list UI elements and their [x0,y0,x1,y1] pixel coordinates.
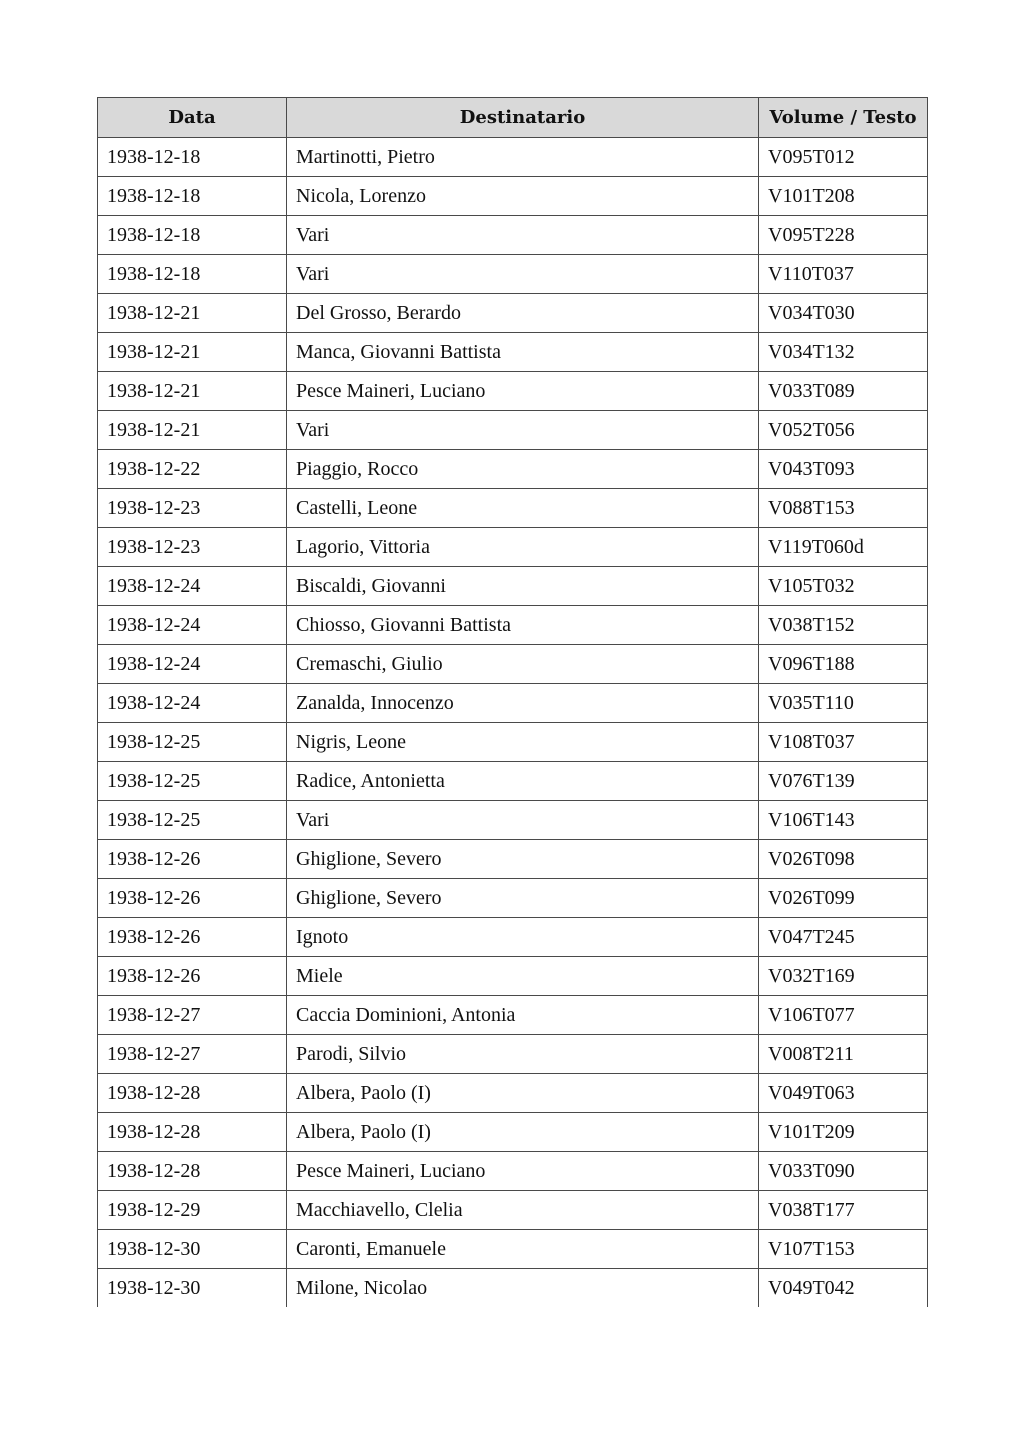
cell-recipient: Nigris, Leone [287,723,759,762]
cell-recipient: Albera, Paolo (I) [287,1113,759,1152]
table-row [98,1230,928,1269]
cell-recipient: Castelli, Leone [287,489,759,528]
table-row [98,1035,928,1074]
table-row [98,606,928,645]
cell-volume: V026T099 [759,879,928,918]
table-row [98,411,928,450]
cell-volume: V095T228 [759,216,928,255]
table-row [98,1113,928,1152]
cell-volume: V119T060d [759,528,928,567]
table-row [98,333,928,372]
cell-recipient: Miele [287,957,759,996]
cell-recipient: Ignoto [287,918,759,957]
cell-volume: V052T056 [759,411,928,450]
cell-recipient: Nicola, Lorenzo [287,177,759,216]
table-body [98,138,928,1308]
cell-recipient: Caccia Dominioni, Antonia [287,996,759,1035]
cell-recipient: Vari [287,411,759,450]
table-row [98,489,928,528]
cell-date: 1938-12-21 [98,294,287,333]
cell-volume: V034T132 [759,333,928,372]
cell-date: 1938-12-26 [98,957,287,996]
cell-recipient: Vari [287,255,759,294]
cell-volume: V076T139 [759,762,928,801]
cell-recipient: Ghiglione, Severo [287,840,759,879]
cell-volume: V049T042 [759,1269,928,1308]
cell-volume: V107T153 [759,1230,928,1269]
cell-volume: V035T110 [759,684,928,723]
cell-recipient: Macchiavello, Clelia [287,1191,759,1230]
cell-date: 1938-12-23 [98,528,287,567]
cell-date: 1938-12-30 [98,1269,287,1308]
table-row [98,840,928,879]
cell-recipient: Vari [287,801,759,840]
cell-volume: V106T077 [759,996,928,1035]
cell-date: 1938-12-21 [98,372,287,411]
cell-recipient: Chiosso, Giovanni Battista [287,606,759,645]
cell-recipient: Ghiglione, Severo [287,879,759,918]
cell-date: 1938-12-24 [98,606,287,645]
cell-date: 1938-12-18 [98,138,287,177]
table-row [98,879,928,918]
cell-recipient: Albera, Paolo (I) [287,1074,759,1113]
table-row [98,684,928,723]
table-row [98,138,928,177]
cell-volume: V038T152 [759,606,928,645]
cell-date: 1938-12-28 [98,1152,287,1191]
cell-volume: V101T209 [759,1113,928,1152]
cell-date: 1938-12-21 [98,411,287,450]
cell-date: 1938-12-24 [98,645,287,684]
cell-date: 1938-12-29 [98,1191,287,1230]
cell-date: 1938-12-26 [98,918,287,957]
cell-date: 1938-12-25 [98,801,287,840]
cell-date: 1938-12-25 [98,762,287,801]
cell-recipient: Pesce Maineri, Luciano [287,1152,759,1191]
cell-recipient: Biscaldi, Giovanni [287,567,759,606]
letters-table [97,97,928,1307]
cell-volume: V026T098 [759,840,928,879]
table-row [98,762,928,801]
cell-volume: V047T245 [759,918,928,957]
table-row [98,801,928,840]
cell-recipient: Radice, Antonietta [287,762,759,801]
table-row [98,255,928,294]
cell-recipient: Piaggio, Rocco [287,450,759,489]
table-row [98,216,928,255]
cell-date: 1938-12-28 [98,1074,287,1113]
cell-recipient: Martinotti, Pietro [287,138,759,177]
header-volume: Volume / Testo [759,98,928,138]
cell-recipient: Cremaschi, Giulio [287,645,759,684]
cell-volume: V032T169 [759,957,928,996]
table-row [98,372,928,411]
table-row [98,450,928,489]
cell-date: 1938-12-28 [98,1113,287,1152]
header-recipient: Destinatario [287,98,759,138]
cell-date: 1938-12-24 [98,567,287,606]
table-row [98,528,928,567]
cell-recipient: Lagorio, Vittoria [287,528,759,567]
table-row [98,294,928,333]
cell-volume: V088T153 [759,489,928,528]
cell-volume: V106T143 [759,801,928,840]
cell-volume: V110T037 [759,255,928,294]
cell-date: 1938-12-30 [98,1230,287,1269]
cell-date: 1938-12-22 [98,450,287,489]
table-row [98,1269,928,1308]
cell-date: 1938-12-26 [98,879,287,918]
cell-date: 1938-12-18 [98,216,287,255]
cell-date: 1938-12-24 [98,684,287,723]
cell-volume: V033T090 [759,1152,928,1191]
cell-date: 1938-12-26 [98,840,287,879]
cell-recipient: Del Grosso, Berardo [287,294,759,333]
table-row [98,1074,928,1113]
cell-date: 1938-12-18 [98,177,287,216]
cell-volume: V101T208 [759,177,928,216]
table-row [98,645,928,684]
cell-volume: V033T089 [759,372,928,411]
table-row [98,996,928,1035]
cell-volume: V105T032 [759,567,928,606]
cell-recipient: Zanalda, Innocenzo [287,684,759,723]
header-row [98,98,928,138]
cell-recipient: Parodi, Silvio [287,1035,759,1074]
cell-volume: V034T030 [759,294,928,333]
header-date: Data [98,98,287,138]
cell-date: 1938-12-25 [98,723,287,762]
cell-volume: V043T093 [759,450,928,489]
cell-volume: V038T177 [759,1191,928,1230]
cell-date: 1938-12-27 [98,1035,287,1074]
cell-recipient: Milone, Nicolao [287,1269,759,1308]
table-row [98,957,928,996]
table-row [98,177,928,216]
cell-volume: V095T012 [759,138,928,177]
cell-volume: V108T037 [759,723,928,762]
table-row [98,1191,928,1230]
cell-volume: V049T063 [759,1074,928,1113]
cell-recipient: Vari [287,216,759,255]
cell-date: 1938-12-18 [98,255,287,294]
cell-date: 1938-12-23 [98,489,287,528]
table-row [98,918,928,957]
cell-recipient: Pesce Maineri, Luciano [287,372,759,411]
table-row [98,723,928,762]
table-row [98,567,928,606]
cell-recipient: Manca, Giovanni Battista [287,333,759,372]
cell-date: 1938-12-27 [98,996,287,1035]
cell-volume: V096T188 [759,645,928,684]
table-header [98,98,928,138]
cell-volume: V008T211 [759,1035,928,1074]
table-row [98,1152,928,1191]
cell-date: 1938-12-21 [98,333,287,372]
cell-recipient: Caronti, Emanuele [287,1230,759,1269]
